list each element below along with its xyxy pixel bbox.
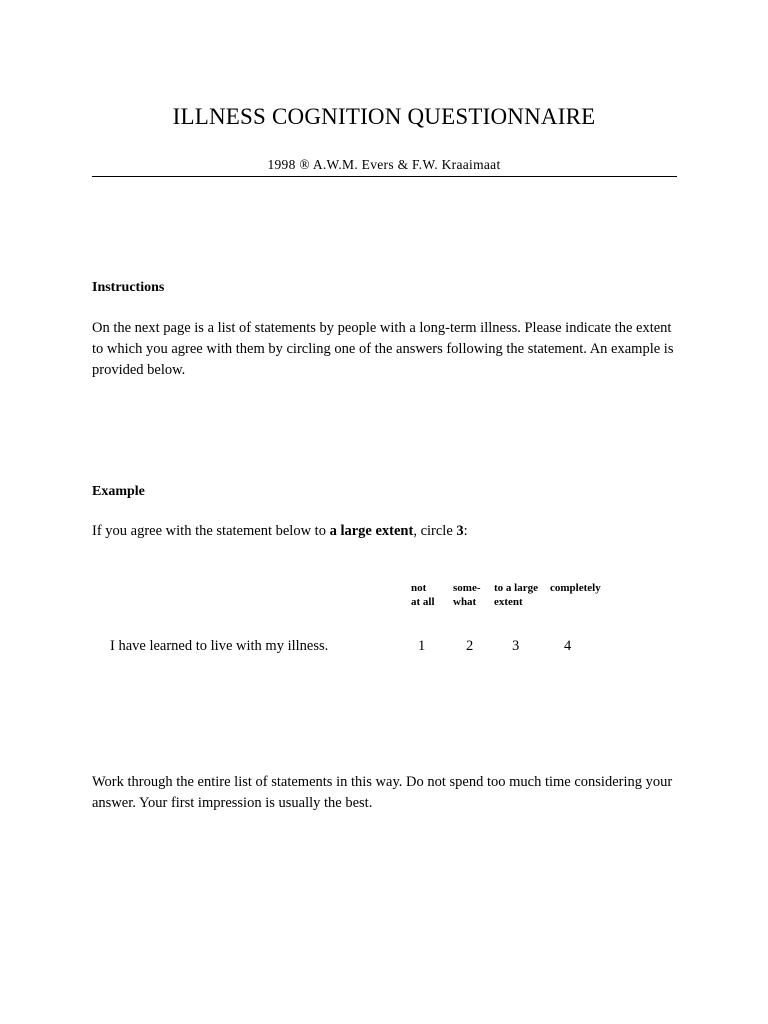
scale-value-4: 4 <box>564 638 572 654</box>
scale-header-line: some- <box>453 582 481 594</box>
example-lead-number: 3 <box>456 523 464 539</box>
example-lead-text: If you agree with the statement below to <box>92 523 330 539</box>
scale-header-line: not <box>411 582 427 594</box>
scale-header-line: what <box>453 596 477 608</box>
example-lead-emphasis: a large extent <box>329 523 414 539</box>
instructions-heading: Instructions <box>92 280 165 295</box>
closing-text: Work through the entire list of statements in this way. Do not spend too much time considering your answer. Your first impression is usually the best. <box>92 774 673 811</box>
scale-header-line: completely <box>550 582 601 594</box>
scale-header-line: at all <box>411 596 435 608</box>
example-instruction <box>92 523 468 540</box>
scale-value-2: 2 <box>466 638 474 654</box>
questionnaire-title: ILLNESS COGNITION QUESTIONNAIRE <box>172 104 596 129</box>
example-heading: Example <box>92 484 145 499</box>
scale-header-completely <box>550 581 601 595</box>
header-divider <box>92 176 677 177</box>
scale-header-somewhat <box>453 581 481 609</box>
scale-value-1: 1 <box>418 638 426 654</box>
scale-header-line: extent <box>494 596 523 608</box>
scale-header-line: to a large <box>494 582 538 594</box>
instructions-text: On the next page is a list of statements by people with a long-term illness. Please indicate the extent to which you agree with them by circling one of the answers following the statement. An example is provided below. <box>92 320 674 378</box>
example-lead-text-2: , circle <box>413 523 457 539</box>
example-statement: I have learned to live with my illness. <box>110 638 329 654</box>
scale-header-large-extent <box>494 581 538 609</box>
copyright-line: 1998 ® A.W.M. Evers & F.W. Kraaimaat <box>267 157 501 172</box>
scale-header-not-at-all <box>411 581 435 609</box>
scale-value-3: 3 <box>512 638 520 654</box>
example-lead-text-3: : <box>463 523 468 539</box>
